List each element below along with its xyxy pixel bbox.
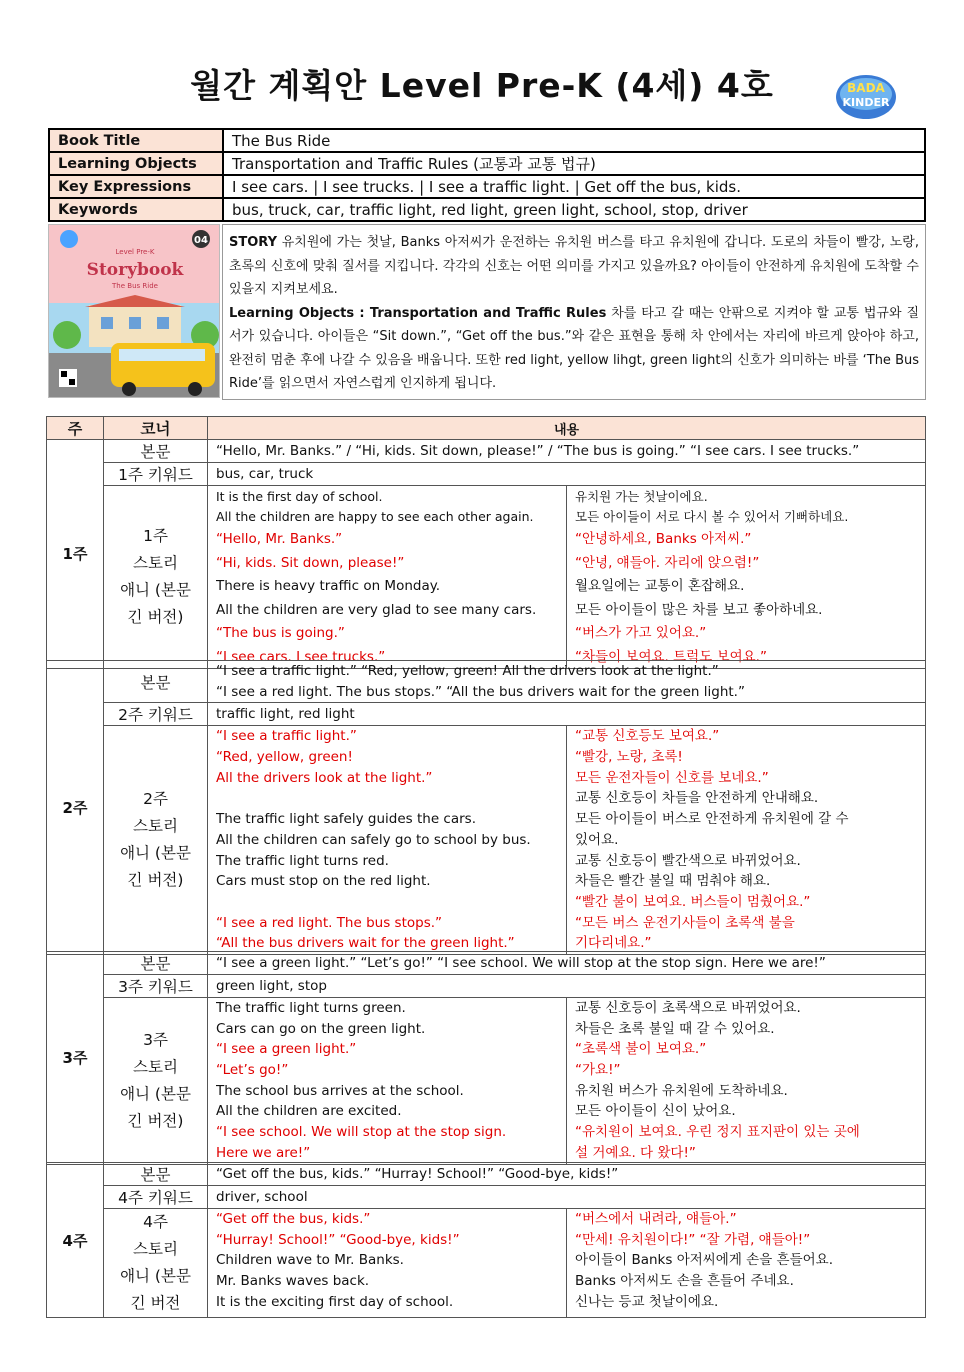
script-line: There is heavy traffic on Monday. xyxy=(216,578,441,594)
script-line: Cars must stop on the red light. xyxy=(216,873,431,890)
main-text-row xyxy=(47,661,926,703)
main-text-row xyxy=(47,1163,926,1186)
script-line: “Hi, kids. Sit down, please!” xyxy=(216,554,405,571)
script-line: It is the first day of school. xyxy=(216,489,383,504)
story-description xyxy=(222,224,926,400)
script-line: Banks 아저씨도 손을 흔들어 주네요. xyxy=(575,1273,794,1290)
script-line: “안녕, 얘들아. 자리에 앉으렴!” xyxy=(575,554,760,571)
info-row-book-title xyxy=(49,129,925,152)
corner-story-line: 스토리 xyxy=(133,817,178,836)
script-line: 설 거예요. 다 왔다!” xyxy=(575,1144,696,1161)
cover-number: 04 xyxy=(194,235,208,246)
info-value: The Bus Ride xyxy=(223,129,925,152)
script-line: All the children are happy to see each other again. xyxy=(216,509,534,524)
story-label: STORY xyxy=(229,235,277,250)
script-line: “차들이 보여요. 트럭도 보여요.” xyxy=(575,648,767,665)
info-label: Keywords xyxy=(49,198,223,221)
corner-keywords: 3주 키워드 xyxy=(104,975,208,998)
script-line: Cars can go on the green light. xyxy=(216,1020,426,1037)
script-line: 유치원 가는 첫날이에요. xyxy=(575,489,708,504)
bada-kinder-logo xyxy=(832,70,900,122)
script-line: 차들은 초록 불일 때 갈 수 있어요. xyxy=(575,1020,775,1037)
corner-story-line: 애니 (본문 xyxy=(120,1084,191,1103)
script-line: The traffic light turns red. xyxy=(216,852,389,869)
script-line: “Let’s go!” xyxy=(216,1062,289,1079)
script-line: The traffic light safely guides the cars. xyxy=(216,811,476,828)
corner-story xyxy=(104,726,208,955)
script-line: 모든 아이들이 버스로 안전하게 유치원에 갈 수 xyxy=(575,811,849,828)
week2-table xyxy=(46,660,926,955)
script-line: “Hello, Mr. Banks.” xyxy=(216,531,343,547)
corner-keywords: 2주 키워드 xyxy=(104,703,208,726)
week-label: 1주 xyxy=(47,440,104,669)
cover-subtitle: The Bus Ride xyxy=(112,282,158,290)
script-line: “I see a red light. The bus stops.” xyxy=(216,914,443,931)
script-line: 신나는 등교 첫날이에요. xyxy=(575,1293,719,1310)
keywords-text: driver, school xyxy=(216,1188,308,1205)
info-row-learning-objects xyxy=(49,152,925,175)
script-line: All the children can safely go to school by bus. xyxy=(216,831,531,848)
script-line: 모든 아이들이 많은 차를 보고 좋아하네요. xyxy=(575,601,823,618)
cover-level: Level Pre-K xyxy=(115,248,155,256)
info-label: Learning Objects xyxy=(49,152,223,175)
corner-main: 본문 xyxy=(104,1163,208,1186)
corner-main: 본문 xyxy=(104,661,208,703)
script-line: “초록색 불이 보여요.” xyxy=(575,1041,707,1058)
korean-script xyxy=(567,998,926,1165)
script-line xyxy=(216,892,558,913)
info-label: Key Expressions xyxy=(49,175,223,198)
week-label: 4주 xyxy=(47,1163,104,1318)
script-line: 아이들이 Banks 아저씨에게 손을 흔들어요. xyxy=(575,1252,834,1269)
script-line: “가요!” xyxy=(575,1062,621,1079)
script-line: Here we are!” xyxy=(216,1144,311,1161)
script-line: 모든 아이들이 서로 다시 볼 수 있어서 기뻐하네요. xyxy=(575,509,849,524)
keyword-row xyxy=(47,1186,926,1209)
script-line: All the children are very glad to see many cars. xyxy=(216,601,537,618)
storybook-cover-image xyxy=(48,224,220,398)
corner-story-line: 긴 버전) xyxy=(127,1111,184,1130)
info-label: Book Title xyxy=(49,129,223,152)
script-line: “All the bus drivers wait for the green light.” xyxy=(216,935,515,952)
english-script xyxy=(208,726,567,955)
corner-story-line: 1주 xyxy=(143,526,168,545)
script-line: “모든 버스 운전기사들이 초록색 불을 xyxy=(575,914,795,931)
learning-objects-text: 차를 타고 갈 때는 안팎으로 지켜야 할 교통 법규와 질서가 있습니다. 아이들은 “Sit down.”, “Get off the bus.”와 같은 표현을 통해 차 안에서는 자리에 바르게 앉아야 하고, 완전히 멈춘 후에 나갈 수 있음을 배웁니다. 또한 red light, yellow lihgt, green light의 신호가 의미하는 바를 ‘The Bus Ride’를 읽으면서 자연스럽게 인지하게 됩니다. xyxy=(229,305,919,391)
script-line: “빨간 불이 보여요. 버스들이 멈췄어요.” xyxy=(575,893,811,910)
keyword-row xyxy=(47,463,926,486)
story-row xyxy=(47,726,926,955)
script-line: It is the exciting first day of school. xyxy=(216,1293,454,1310)
script-line: “The bus is going.” xyxy=(216,625,345,641)
english-script xyxy=(208,486,567,669)
corner-story-line: 애니 (본문 xyxy=(120,844,191,863)
korean-script xyxy=(567,1209,926,1318)
script-line: Children wave to Mr. Banks. xyxy=(216,1252,404,1269)
script-line: The traffic light turns green. xyxy=(216,1000,406,1016)
learning-objects-label: Learning Objects : Transportation and Traffic Rules xyxy=(229,305,607,321)
main-text-line: “I see a red light. The bus stops.” “All the bus drivers wait for the green light.” xyxy=(216,683,745,700)
info-value: Transportation and Traffic Rules (교통과 교통 법규) xyxy=(223,152,925,175)
week-label: 3주 xyxy=(47,952,104,1165)
table-header-row xyxy=(47,417,926,440)
logo-text-bottom: KINDER xyxy=(842,96,890,109)
corner-story-line: 3주 xyxy=(143,1030,168,1049)
corner-story-line: 2주 xyxy=(143,790,168,809)
script-line: All the children are excited. xyxy=(216,1103,402,1120)
script-line: “유치원이 보여요. 우린 정지 표지판이 있는 곳에 xyxy=(575,1124,860,1141)
script-line: Mr. Banks waves back. xyxy=(216,1273,370,1290)
script-line: The school bus arrives at the school. xyxy=(216,1082,464,1099)
script-line: “안녕하세요, Banks 아저씨.” xyxy=(575,531,752,547)
script-line: 있어요. xyxy=(575,831,619,848)
english-script xyxy=(208,1209,567,1318)
week4-table xyxy=(46,1162,926,1318)
script-line: “Hurray! School!” “Good-bye, kids!” xyxy=(216,1231,460,1248)
keywords-text: green light, stop xyxy=(216,977,327,994)
corner-story-line: 애니 (본문 xyxy=(120,1267,191,1285)
keywords-text: bus, car, truck xyxy=(216,465,314,482)
script-line: 유치원 버스가 유치원에 도착하네요. xyxy=(575,1082,788,1099)
page-title: 월간 계획안 Level Pre-K (4세) 4호 xyxy=(190,66,774,105)
corner-story-line: 스토리 xyxy=(133,553,178,572)
script-line: 교통 신호등이 차들을 안전하게 안내해요. xyxy=(575,790,819,807)
corner-story-line: 애니 (본문 xyxy=(120,580,191,599)
script-line: 차들은 빨간 불일 때 멈춰야 해요. xyxy=(575,873,771,890)
script-line: “버스에서 내려라, 얘들아.” xyxy=(575,1211,737,1227)
script-line: “빨강, 노랑, 초록! xyxy=(575,749,683,766)
info-value: bus, truck, car, traffic light, red light, green light, school, stop, driver xyxy=(223,198,925,221)
main-text-line: “Get off the bus, kids.” “Hurray! School!” “Good-bye, kids!” xyxy=(216,1165,619,1182)
corner-story-line: 스토리 xyxy=(133,1240,178,1258)
script-line: “I see school. We will stop at the stop sign. xyxy=(216,1124,507,1141)
main-text-line: “Hello, Mr. Banks.” / “Hi, kids. Sit down, please!” / “The bus is going.” “I see cars. I see trucks.” xyxy=(216,442,860,459)
corner-story-line: 스토리 xyxy=(133,1057,178,1076)
corner-story-line: 4주 xyxy=(143,1213,168,1231)
corner-story xyxy=(104,1209,208,1318)
korean-script xyxy=(567,486,926,669)
corner-story-line: 긴 버전) xyxy=(127,871,184,890)
main-text-row xyxy=(47,952,926,975)
script-line xyxy=(216,788,558,809)
story-row xyxy=(47,486,926,669)
script-line: 교통 신호등이 빨간색으로 바뀌었어요. xyxy=(575,852,801,869)
script-line: All the drivers look at the light.” xyxy=(216,769,433,786)
keyword-row xyxy=(47,975,926,998)
corner-story xyxy=(104,486,208,669)
info-value: I see cars. | I see trucks. | I see a traffic light. | Get off the bus, kids. xyxy=(223,175,925,198)
script-line: “Get off the bus, kids.” xyxy=(216,1211,371,1227)
week-label: 2주 xyxy=(47,661,104,955)
corner-keywords: 4주 키워드 xyxy=(104,1186,208,1209)
script-line: “I see cars. I see trucks.” xyxy=(216,648,386,665)
corner-story-line: 긴 버전 xyxy=(130,1294,181,1312)
script-line: “버스가 가고 있어요.” xyxy=(575,625,707,641)
script-line: 기다리네요.” xyxy=(575,935,652,952)
keyword-row xyxy=(47,703,926,726)
script-line: “교통 신호등도 보여요.” xyxy=(575,728,720,745)
header-content: 내용 xyxy=(208,417,926,440)
main-text-row xyxy=(47,440,926,463)
corner-story xyxy=(104,998,208,1165)
info-row-key-expressions xyxy=(49,175,925,198)
main-text-line: “I see a traffic light.” “Red, yellow, green! All the drivers look at the light.” xyxy=(216,663,719,679)
script-line: 모든 운전자들이 신호를 보네요.” xyxy=(575,769,769,786)
script-line: “I see a traffic light.” xyxy=(216,728,357,745)
keywords-text: traffic light, red light xyxy=(216,706,355,723)
corner-story-line: 긴 버전) xyxy=(127,607,184,626)
corner-main: 본문 xyxy=(104,952,208,975)
story-row xyxy=(47,1209,926,1318)
script-line: “만세! 유치원이다!” “잘 가렴, 얘들아!” xyxy=(575,1231,811,1248)
header-corner: 코너 xyxy=(104,417,208,440)
logo-text-top: BADA xyxy=(847,81,885,95)
english-script xyxy=(208,998,567,1165)
script-line: “I see a green light.” xyxy=(216,1041,357,1058)
story-row xyxy=(47,998,926,1165)
cover-title: Storybook xyxy=(86,260,184,280)
story-text: 유치원에 가는 첫날, Banks 아저씨가 운전하는 유치원 버스를 타고 유치원에 갑니다. 도로의 차들이 빨강, 노랑, 초록의 신호에 맞춰 질서를 지킵니다. 각각의 신호는 어떤 의미를 가지고 있을까요? 아이들이 안전하게 유치원에 도착할 수 있을지 지켜보세요. xyxy=(229,235,919,297)
corner-main: 본문 xyxy=(104,440,208,463)
script-line: “Red, yellow, green! xyxy=(216,749,353,766)
info-row-keywords xyxy=(49,198,925,221)
week1-table xyxy=(46,416,926,669)
header-week: 주 xyxy=(47,417,104,440)
week3-table xyxy=(46,951,926,1165)
book-info-table xyxy=(48,128,926,222)
script-line: 모든 아이들이 신이 났어요. xyxy=(575,1103,736,1120)
script-line: 교통 신호등이 초록색으로 바뀌었어요. xyxy=(575,1000,801,1016)
main-text-line: “I see a green light.” “Let’s go!” “I see school. We will stop at the stop sign. Here we are!” xyxy=(216,954,826,971)
corner-keywords: 1주 키워드 xyxy=(104,463,208,486)
script-line: 월요일에는 교통이 혼잡해요. xyxy=(575,578,745,594)
korean-script xyxy=(567,726,926,955)
